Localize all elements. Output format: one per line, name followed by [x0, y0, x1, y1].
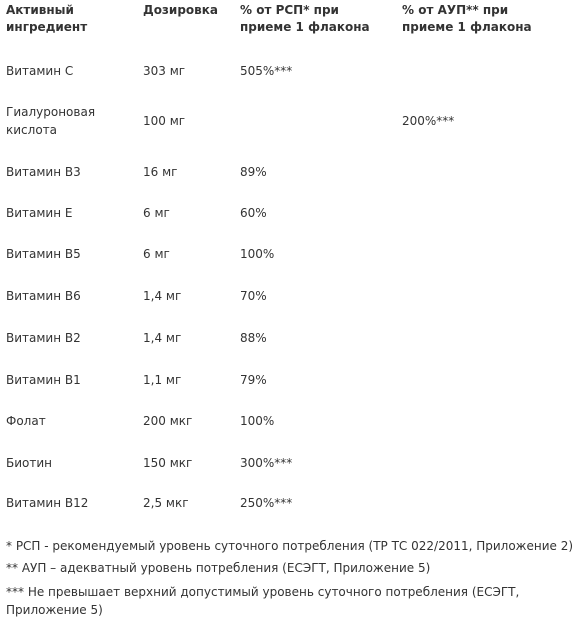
cell-dose: 1,4 мг — [143, 289, 182, 303]
cell-rsp: 88% — [240, 331, 267, 345]
table-row — [0, 371, 579, 411]
table-row — [0, 454, 579, 494]
cell-rsp: 70% — [240, 289, 267, 303]
header-rsp-percent: % от РСП* при приеме 1 флакона — [240, 3, 370, 34]
cell-ingredient: Витамин С — [6, 64, 74, 78]
cell-ingredient: Витамин Е — [6, 206, 73, 220]
cell-dose: 6 мг — [143, 206, 170, 220]
cell-dose: 100 мг — [143, 114, 186, 128]
cell-dose: 2,5 мкг — [143, 496, 189, 510]
cell-dose: 150 мкг — [143, 456, 193, 470]
cell-rsp: 79% — [240, 373, 267, 387]
cell-dose: 1,4 мг — [143, 331, 182, 345]
header-ingredient: Активный ингредиент — [6, 3, 88, 34]
header-aup-percent: % от АУП** при приеме 1 флакона — [402, 3, 532, 34]
table-header — [0, 2, 579, 42]
cell-ingredient: Витамин В3 — [6, 165, 81, 179]
table-row — [0, 62, 579, 102]
cell-dose: 6 мг — [143, 247, 170, 261]
table-row — [0, 204, 579, 244]
cell-aup: 200%*** — [402, 114, 455, 128]
cell-ingredient: Витамин В5 — [6, 247, 81, 261]
cell-ingredient: Витамин В6 — [6, 289, 81, 303]
table-row — [0, 245, 579, 285]
cell-rsp: 505%*** — [240, 64, 293, 78]
cell-ingredient: Гиалуроновая кислота — [6, 105, 96, 137]
cell-ingredient: Биотин — [6, 456, 53, 470]
cell-ingredient: Фолат — [6, 414, 46, 428]
cell-dose: 16 мг — [143, 165, 178, 179]
cell-dose: 200 мкг — [143, 414, 193, 428]
cell-dose: 303 мг — [143, 64, 186, 78]
header-dose: Дозировка — [143, 3, 218, 17]
footnote-rsp: * РСП - рекомендуемый уровень суточного потребления (ТР ТС 022/2011, Приложение 2) — [6, 539, 574, 553]
cell-rsp: 89% — [240, 165, 267, 179]
cell-rsp: 300%*** — [240, 456, 293, 470]
cell-rsp: 100% — [240, 247, 275, 261]
cell-rsp: 100% — [240, 414, 275, 428]
cell-ingredient: Витамин В12 — [6, 496, 89, 510]
cell-ingredient: Витамин В1 — [6, 373, 81, 387]
cell-ingredient: Витамин В2 — [6, 331, 81, 345]
table-row — [0, 103, 579, 143]
table-row — [0, 163, 579, 203]
table-row — [0, 329, 579, 369]
table-row — [0, 287, 579, 327]
table-row — [0, 412, 579, 452]
footnote-upper-limit: *** Не превышает верхний допустимый уровень суточного потребления (ЕСЭГТ, Приложение 5) — [6, 585, 520, 617]
cell-rsp: 60% — [240, 206, 267, 220]
footnote-aup: ** АУП – адекватный уровень потребления (ЕСЭГТ, Приложение 5) — [6, 561, 431, 575]
table-row — [0, 494, 579, 534]
footnotes — [6, 535, 576, 619]
cell-dose: 1,1 мг — [143, 373, 182, 387]
cell-rsp: 250%*** — [240, 496, 293, 510]
